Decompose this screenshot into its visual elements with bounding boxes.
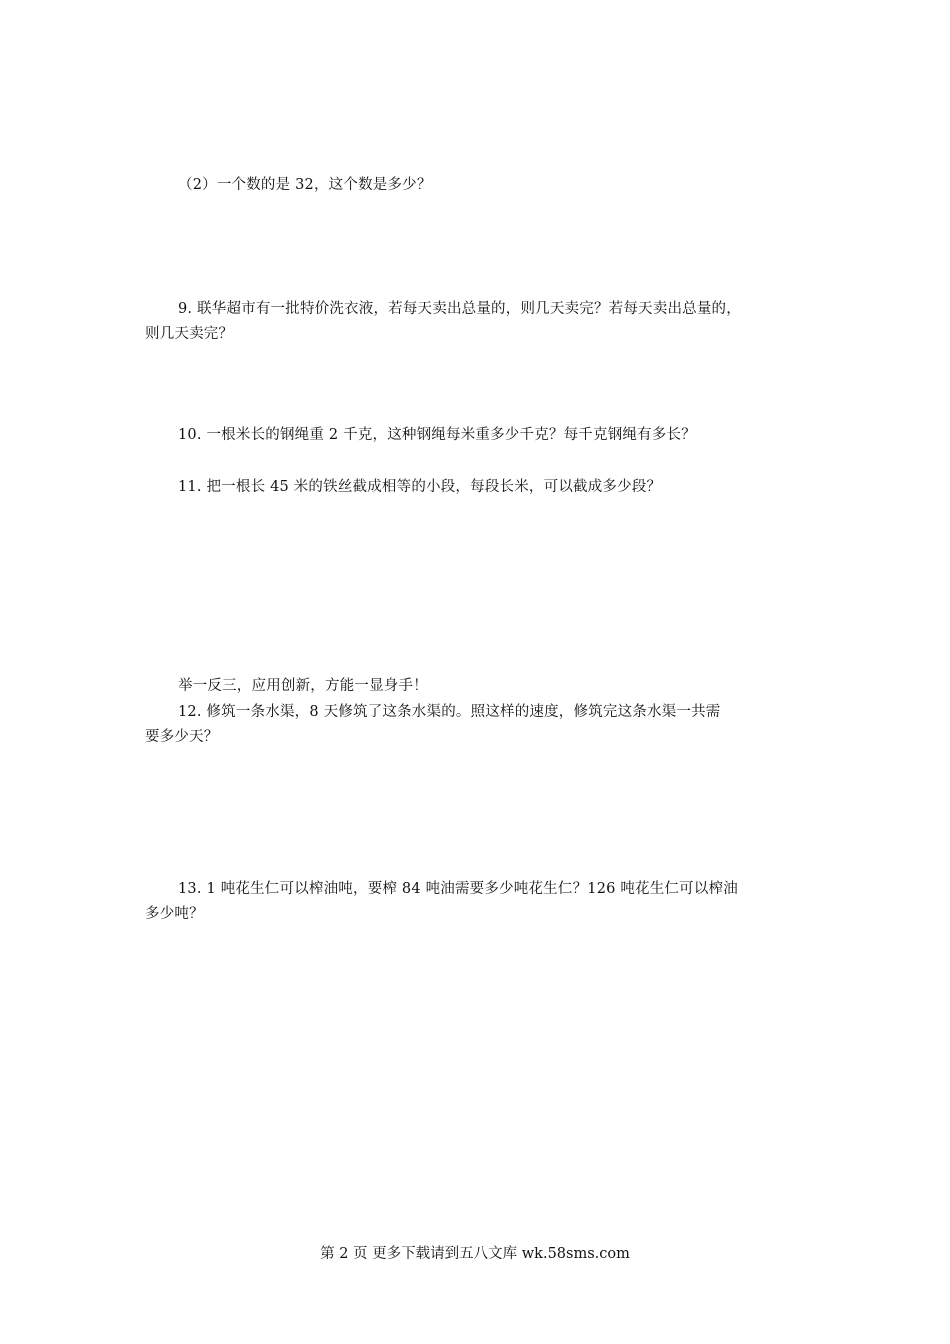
question-11: 11. 把一根长 45 米的铁丝截成相等的小段，每段长米，可以截成多少段？ [178, 479, 662, 495]
page-footer: 第 2 页 更多下载请到五八文库 wk.58sms.com [320, 1246, 630, 1262]
question-13-line-1: 13. 1 吨花生仁可以榨油吨，要榨 84 吨油需要多少吨花生仁？126 吨花生仁可以榨油 [178, 881, 738, 897]
question-13-line-2: 多少吨？ [145, 906, 204, 922]
question-10: 10. 一根米长的钢绳重 2 千克，这种钢绳每米重多少千克？每千克钢绳有多长？ [178, 427, 696, 443]
question-12-line-2: 要多少天？ [145, 729, 219, 745]
question-8-part-2: （2）一个数的是 32，这个数是多少？ [178, 177, 432, 193]
question-12-line-1: 12. 修筑一条水渠，8 天修筑了这条水渠的。照这样的速度，修筑完这条水渠一共需 [178, 704, 721, 720]
section-heading: 举一反三，应用创新，方能一显身手！ [178, 678, 428, 694]
question-9-line-2: 则几天卖完？ [145, 326, 234, 342]
question-9-line-1: 9. 联华超市有一批特价洗衣液，若每天卖出总量的，则几天卖完？若每天卖出总量的， [178, 301, 741, 317]
